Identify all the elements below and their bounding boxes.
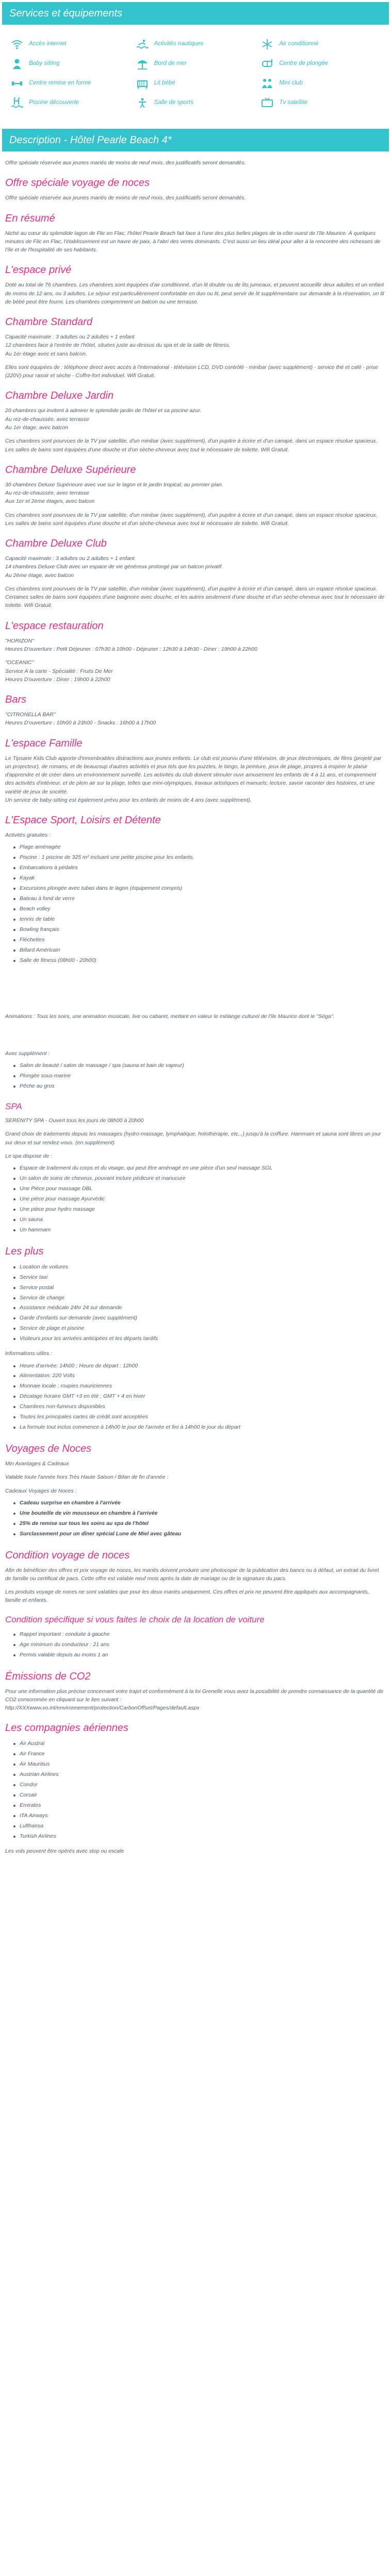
- plus-item: Service postal: [12, 1283, 386, 1293]
- standard-heading: Chambre Standard: [5, 316, 92, 328]
- noces-gifts-label: Cadeaux Voyages de Noces :: [5, 1487, 77, 1494]
- restaurant-oceanic-name: "OCEANIC": [5, 659, 34, 666]
- diving-mask-icon: [260, 58, 274, 70]
- standard-equipment: Elles sont équipées de : téléphone direct avec accès à l'international - télévision LCD, DVD contrôlé - minibar (avec supplément) - service thé et café - prise (220V) pour rasoir et sèche - Coffre-fort individuel. Wifi Gratuit.: [5, 364, 378, 379]
- spa-item: Espace de traitement du corps et du visage, qui peut être aménagé en une pièce d'un seul massage SGL: [12, 1163, 386, 1174]
- info-item: Décalage horaire GMT +3 en été ; GMT + 4 en hiver: [12, 1392, 386, 1402]
- spa-desc: Grand choix de traitements depuis les massages (hydro-massage, lymphatique, holothérapie, etc...) jusqu'à la coiffure. Hammam et sauna sont libres un jour sur deux et sur rendez-vous. (en supplément): [5, 1131, 381, 1146]
- tv-icon: [260, 97, 274, 109]
- activity-item: Billard Américain: [12, 945, 386, 956]
- airline-item: Austrian Airlines: [12, 1770, 386, 1780]
- airline-item: Condor: [12, 1780, 386, 1790]
- activity-item: Bowling français: [12, 925, 386, 935]
- activity-item: Embarcations à pédales: [12, 863, 386, 873]
- deluxe-jardin-desc: 20 chambres qui invitent à admirer le splendide jardin de l'hôtel et sa piscine azur.: [5, 408, 202, 414]
- baby-icon: [10, 58, 24, 70]
- deluxe-jardin-heading: Chambre Deluxe Jardin: [5, 390, 114, 402]
- sport-free-list: [12, 842, 386, 965]
- service-item: [260, 58, 381, 70]
- plus-item: Garde d'enfants sur demande (avec supplément): [12, 1313, 386, 1324]
- plus-item: Service taxi: [12, 1273, 386, 1283]
- paid-activity-item: Pêche au gros: [12, 1081, 386, 1092]
- beach-umbrella-icon: [136, 58, 149, 70]
- noces-advantages: Min Avantages & Cadeaux: [5, 1461, 69, 1467]
- airline-item: Turkish Airlines: [12, 1832, 386, 1842]
- resume-heading: En résumé: [5, 212, 55, 224]
- deluxe-sup-upper: Aux 1er et 2ème étages, avec balcon: [5, 498, 95, 505]
- kids-club-icon: [260, 77, 274, 90]
- bars-heading: Bars: [5, 694, 27, 706]
- noces-validity: Valable toute l'année hors Très Haute Saison / Bilan de fin d'année :: [5, 1474, 169, 1481]
- airline-item: Lufthansa: [12, 1821, 386, 1832]
- standard-capacity: Capacité maximale : 3 adultes ou 2 adultes + 1 enfant: [5, 334, 135, 341]
- co2-link[interactable]: http://XXXwww.vo.int/environnement/protection/CarbonOffset/Pages/default.aspx: [5, 1705, 200, 1711]
- activity-item: tennis de table: [12, 914, 386, 925]
- spa-hours: SERENITY SPA - Ouvert tous les jours de 08h00 à 20h00: [5, 1117, 144, 1124]
- plus-item: Visiteurs pour les arrivées anticipées et les départs tardifs: [12, 1334, 386, 1344]
- airline-item: Air Mauritius: [12, 1759, 386, 1770]
- service-item: [136, 97, 256, 109]
- restaurant-oceanic-service: Service A la carte - Spécialité : Fruits De Mer: [5, 668, 113, 674]
- activity-item: Bateau à fond de verre: [12, 894, 386, 904]
- service-item: [10, 58, 131, 70]
- activity-item: Kayak: [12, 873, 386, 884]
- activity-item: Salle de fitness (08h00 - 20h00): [12, 956, 386, 966]
- service-item: [10, 77, 131, 90]
- service-label: Bord de mer: [154, 60, 187, 67]
- deluxe-jardin-ground: Au rez-de-chaussée, avec terrasse: [5, 416, 89, 422]
- service-item: [10, 38, 131, 50]
- location-condition-item: Age minimum du conducteur : 21 ans: [12, 1640, 386, 1650]
- service-item: [260, 38, 381, 50]
- compagnies-footer: Les vols peuvent être opérés avec stop ou escale: [5, 1848, 124, 1854]
- paid-activity-item: Salon de beauté / salon de massage / spa (sauna et bain de vapeur): [12, 1061, 386, 1071]
- plus-item: Location de voitures: [12, 1262, 386, 1273]
- activity-item: Plage aménagée: [12, 842, 386, 853]
- airline-item: ITA Airways: [12, 1811, 386, 1821]
- restauration-heading: L'espace restauration: [5, 620, 104, 632]
- service-label: Baby sitting: [29, 60, 60, 67]
- offre-text: Offre spéciale réservée aux jeunes mariés de moins de neuf mois, des justificatifs seront demandés.: [5, 195, 246, 201]
- service-item: [136, 77, 256, 90]
- condition-noces-heading: Condition voyage de noces: [5, 1549, 130, 1561]
- gift-item: Une bouteille de vin mousseux en chambre à l'arrivée: [12, 1509, 386, 1519]
- plus-item: Service de plage et piscine: [12, 1324, 386, 1334]
- info-item: Toutes les principales cartes de crédit sont acceptées: [12, 1412, 386, 1422]
- deluxe-jardin-first: Au 1er étage, avec balcon: [5, 424, 69, 431]
- famille-kids-club: Le Tipsarie Kids Club apporte d'innombrables distractions aux jeunes enfants. Le club est pourvu d'une télévision, de jeux électroniques, de films (projeté par un projecteur), de romans, et de beaucoup d'autres activités et jeux tels que les puzzles, le bingo, la peinture, jeux de plage, propres à inspirer le plaisir d'apprendre et de créer dans un environnement surveillé. Les activités du club doivent stimuler ouvr amusement les enfants de 4 à 11 ans, et comprennent des activités d'intérieur, et de plein air sur la plage, telles que mini-olympiques, travaux artistiques et manuels; lecture, savoir raconter des histoires, et une variété de jeux de société.: [5, 755, 382, 795]
- plus-item: Assistance médicale 24hr 24 sur demande: [12, 1303, 386, 1313]
- water-sports-icon: [136, 38, 149, 50]
- deluxe-sup-equipment: Ces chambres sont pourvues de la TV par satellite, d'un minibar (avec supplément), d'un pupitre à écrire et d'un canapé, dans un espace résolue spacieux. Les salles de bains sont équipées d'une douche et d'un sèche-cheveux avec tout le nécessaire de toilette. Wifi Gratuit.: [5, 512, 378, 527]
- restaurant-oceanic-hours: Heures D'ouverture : Diner : 19h00 à 22h00: [5, 676, 110, 683]
- gift-item: Surclassement pour un dîner spécial Lune de Miel avec gâteau: [12, 1529, 386, 1539]
- deluxe-club-floor: Au 2ème étage, avec balcon: [5, 572, 74, 579]
- service-label: Tv satellite: [279, 99, 308, 106]
- restaurant-horizon-hours: Heures D'ouverture : Petit Déjeuner : 07h30 à 10h00 - Déjeuner : 12h30 à 14h30 - Diner : 19h00 à 22h00: [5, 646, 257, 652]
- condition-noces-p2: Les produits voyage de noces ne sont valables que pour les deux mariés uniquement. Ces offres et prix ne peuvent être appliqués aux accompagnants, famille et enfants.: [5, 1589, 369, 1604]
- co2-text: Pour une information plus précise concernant votre trajet et conformément à la loi Grenelle vous avez la possibilité de prendre connaissance de la quantité de CO2 consommée en cliquant sur le lien suivant :: [5, 1688, 384, 1703]
- crib-icon: [136, 77, 149, 90]
- spa-item: Un salon de soins de cheveux, pouvant inclure pédicure et manucure: [12, 1174, 386, 1184]
- famille-babysitting: Un service de baby-sitting est également prévu pour les enfants de moins de 4 ans (avec supplément).: [5, 796, 252, 803]
- sport-animation: Animations : Tous les soirs, une animation musicale, live ou cabaret, mettant en valeur le mélange culturel de l'île Maurice dont le "Séga".: [5, 1013, 335, 1020]
- spa-item: Un sauna: [12, 1215, 386, 1225]
- sport-heading: L'Espace Sport, Loisirs et Détente: [5, 815, 161, 826]
- service-label: Lit bébé: [154, 80, 175, 87]
- plus-list: [12, 1262, 386, 1345]
- spa-item: Une Pièce pour massage DBL: [12, 1184, 386, 1194]
- deluxe-club-equipment: Ces chambres sont pourvues de la TV par satellite, d'un minibar (avec supplément), d'un pupitre à écrire et d'un canapé, dans un espace résolue spacieux. Certaines salles de bains sont équipées d'une baignoire avec douche, et les autres seulement d'une douche et d'un sèche-cheveux avec tout le nécessaire de toilette. Wifi Gratuit.: [5, 585, 385, 609]
- espace-prive-heading: L'espace privé: [5, 264, 72, 276]
- service-item: [260, 77, 381, 90]
- info-item: Chambres non-fumeurs disponibles: [12, 1402, 386, 1412]
- sport-free-label: Activités gratuites :: [5, 832, 51, 839]
- info-list: [12, 1361, 386, 1433]
- deluxe-sup-desc: 30 chambres Deluxe Supérieure avec vue sur le lagon et le jardin tropical, au premier plan.: [5, 481, 223, 488]
- condition-location-heading: Condition spécifique si vous faites le choix de la location de voiture: [5, 1614, 265, 1624]
- service-label: Centre de plongée: [279, 60, 328, 67]
- service-item: [136, 58, 256, 70]
- sport-paid-label: Avec supplément :: [5, 1050, 50, 1057]
- service-label: Accès internet: [29, 41, 67, 47]
- activity-item: Piscine : 1 piscine de 325 m² incluant une petite piscine pour les enfants.: [12, 853, 386, 863]
- condition-noces-p1: Afin de bénéficier des offres et prix voyage de noces, les mariés doivent produire une photocopie de la publication des bancs ou à défaut, un extrait du livret de famille ou certificat de pacs. Cette offre est valable neuf mois après la date de mariage ou de la signature du pacs.: [5, 1567, 379, 1582]
- deluxe-club-desc: 14 chambres Deluxe Club avec un espace de vie généreux prolongé par un balcon privatif.: [5, 564, 223, 570]
- noces-gifts-list: [12, 1498, 386, 1539]
- standard-desc: 12 chambres face à l'entrée de l'hôtel, situées juste au-dessus du spa et de la salle de fitness.: [5, 342, 231, 349]
- bar-name: "CITRONELLA BAR": [5, 711, 56, 718]
- pool-icon: [10, 97, 24, 109]
- activity-item: Beach volley: [12, 904, 386, 914]
- espace-prive-text: Doté au total de 76 chambres. Les chambres sont équipées d'air conditionné, d'un lit double ou de lits jumeaux, et peuvent accueillir deux adultes et un enfant de moins de 12 ans, ou 3 adultes. Le séjour est particulièrement confortable en duo ou lit, peut servir de lit supplémentaire sur demande à la réservation, un lit de bébé peut être fourni. Les chambres comprennent un balcon ou une terrasse.: [5, 282, 384, 305]
- co2-heading: Émissions de CO2: [5, 1670, 91, 1682]
- restaurant-horizon-name: "HORIZON": [5, 637, 34, 644]
- description-banner: Description - Hôtel Pearle Beach 4*: [2, 129, 389, 151]
- resume-text: Niché au cœur du splendide lagon de Flic en Flac, l'hôtel Pearle Beach fait face à l'une des plus belles plages de la côte ouest de l'île Maurice. À quelques minutes de Flic en Flac, l'établissement est un havre de paix, à l'abri des vents dominants. C'est aussi un lieu idéal pour aller à la rencontre des richesses de l'île et de l'hospitalité de ses habitants.: [5, 230, 381, 253]
- service-label: Activités nautiques: [154, 41, 204, 47]
- standard-floor: Au 1er étage avec et sans balcon.: [5, 350, 87, 357]
- deluxe-sup-ground: Au rez-de-chaussée, avec terrasse: [5, 490, 89, 497]
- info-item: Alimentation: 220 Volts: [12, 1371, 386, 1381]
- info-item: Monnaie locale : roupies mauriciennes: [12, 1381, 386, 1392]
- fitness-icon: [136, 97, 149, 109]
- description-content: [0, 151, 391, 1871]
- plus-heading: Les plus: [5, 1245, 44, 1257]
- spa-item: Une pièce pour massage Ayurvédic: [12, 1194, 386, 1205]
- service-label: Air conditionné: [279, 41, 319, 47]
- service-label: Centre remise en forme: [29, 80, 91, 87]
- spa-item: Un hammam: [12, 1225, 386, 1235]
- bar-hours: Heures D'ouverture : 10h00 à 23h00 - Snacks : 16h00 à 17h00: [5, 720, 156, 726]
- deluxe-sup-heading: Chambre Deluxe Supérieure: [5, 464, 136, 476]
- spa-list: [12, 1163, 386, 1235]
- offre-heading: Offre spéciale voyage de noces: [5, 177, 150, 189]
- service-item: [10, 97, 131, 109]
- activity-item: Fléchettes: [12, 935, 386, 945]
- deluxe-club-capacity: Capacité maximale : 3 adultes ou 2 adultes + 1 enfant: [5, 555, 135, 562]
- spa-heading: SPA: [5, 1101, 22, 1112]
- services-banner: Services et équipements: [2, 2, 389, 25]
- services-grid: [0, 25, 391, 129]
- spa-item: Une pièce pour hydro massage: [12, 1205, 386, 1215]
- sport-paid-list: [12, 1061, 386, 1092]
- deluxe-club-heading: Chambre Deluxe Club: [5, 538, 107, 550]
- famille-heading: L'espace Famille: [5, 737, 83, 749]
- airline-item: Air France: [12, 1749, 386, 1759]
- activity-item: Excursions plongée avec tubas dans le lagon (équipement compris): [12, 884, 386, 894]
- info-item: La formule tout inclus commence à 14h00 le jour de l'arrivée et fini à 14h00 le jour du départ: [12, 1422, 386, 1433]
- gift-item: 25% de remise sur tous les soins au spa de l'hôtel: [12, 1519, 386, 1529]
- service-label: Mini club: [279, 80, 303, 87]
- spa-label: Le spa dispose de :: [5, 1153, 53, 1159]
- deluxe-jardin-equipment: Ces chambres sont pourvues de la TV par satellite, d'un minibar (avec supplément), d'un pupitre à écrire et d'un canapé, dans un espace résolue spacieux. Les salles de bains sont équipées d'une douche et d'un sèche-cheveux avec tout le nécessaire de toilette. Wifi Gratuit.: [5, 438, 378, 453]
- snowflake-icon: [260, 38, 274, 50]
- description-intro: Offre spéciale réservée aux jeunes mariés de moins de neuf mois, des justificatifs seront demandés.: [5, 160, 246, 166]
- airline-item: Air Austral: [12, 1739, 386, 1749]
- info-label: Informations utiles :: [5, 1350, 53, 1357]
- plus-item: Service de change: [12, 1293, 386, 1303]
- location-condition-item: Rappel important : conduite à gauche: [12, 1630, 386, 1640]
- dumbbell-icon: [10, 77, 24, 90]
- condition-location-list: [12, 1630, 386, 1660]
- compagnies-list: [12, 1739, 386, 1841]
- airline-item: Emirates: [12, 1801, 386, 1811]
- compagnies-heading: Les compagnies aériennes: [5, 1722, 129, 1734]
- info-item: Heure d'arrivée: 14h00 ; Heure de départ : 12h00: [12, 1361, 386, 1371]
- gift-item: Cadeau surprise en chambre à l'arrivée: [12, 1498, 386, 1509]
- paid-activity-item: Plongée sous-marine: [12, 1071, 386, 1081]
- service-item: [260, 97, 381, 109]
- service-item: [136, 38, 256, 50]
- noces-heading: Voyages de Noces: [5, 1443, 92, 1455]
- service-label: Salle de sports: [154, 99, 193, 106]
- airline-item: Corsair: [12, 1790, 386, 1801]
- service-label: Piscine découverte: [29, 99, 79, 106]
- location-condition-item: Permis valable depuis au moins 1 an: [12, 1650, 386, 1660]
- wifi-icon: [10, 38, 24, 50]
